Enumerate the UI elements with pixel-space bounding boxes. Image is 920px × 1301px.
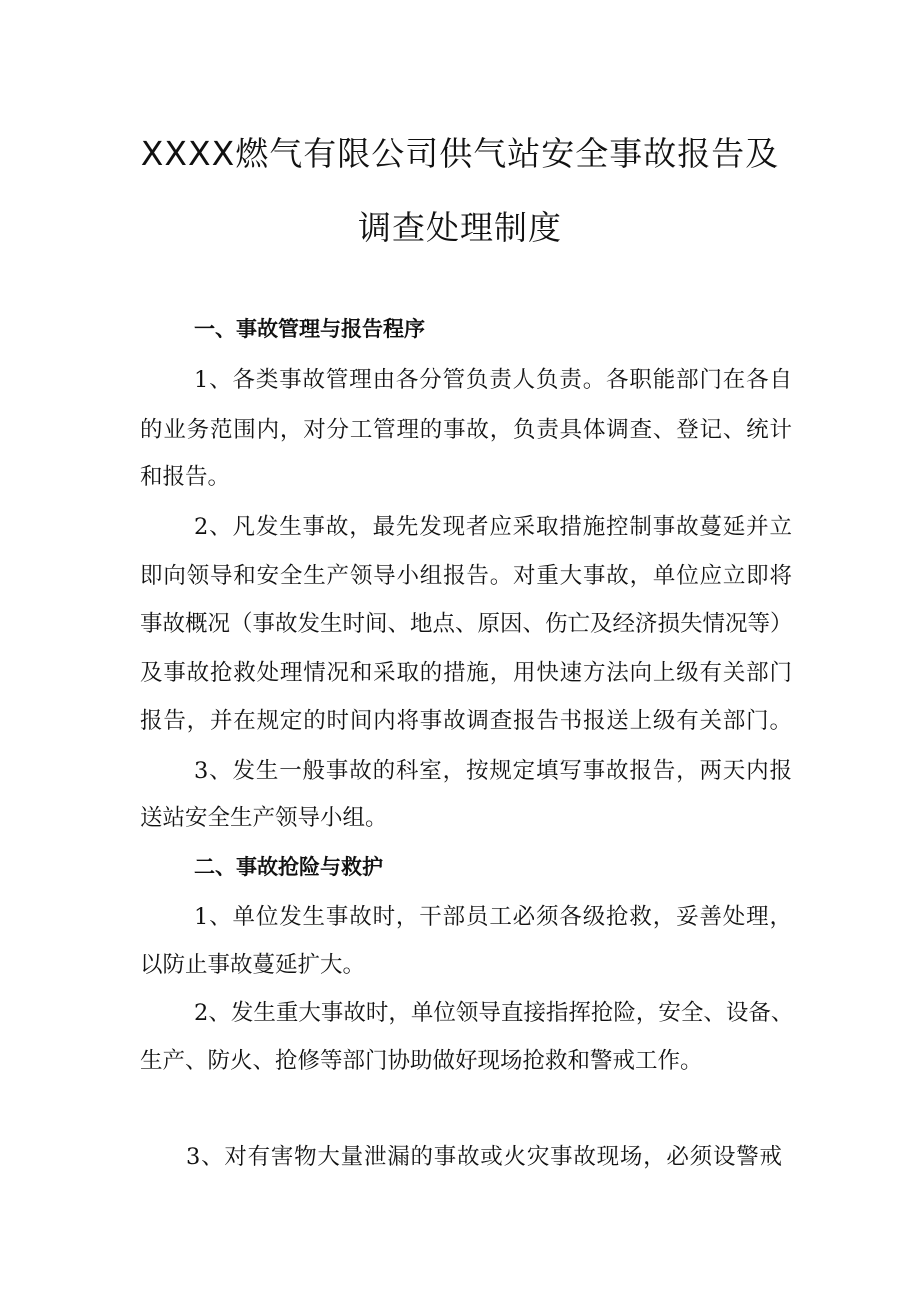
section-2-paragraph-3-line-1: 3、对有害物大量泄漏的事故或火灾事故现场，必须设警戒 <box>186 1144 782 1170</box>
section-2-paragraph-2-line-2: 生产、防火、抢修等部门协助做好现场抢救和警戒工作。 <box>140 1048 703 1074</box>
section-1-paragraph-1-line-1: 1、各类事故管理由各分管负责人负责。各职能部门在各自 <box>194 367 792 393</box>
section-1-paragraph-2-line-4: 及事故抢救处理情况和采取的措施，用快速方法向上级有关部门 <box>140 660 792 686</box>
section-1-paragraph-2-line-3: 事故概况（事故发生时间、地点、原因、伤亡及经济损失情况等） <box>140 611 793 637</box>
section-1-paragraph-2-line-2: 即向领导和安全生产领导小组报告。对重大事故，单位应立即将 <box>140 563 792 589</box>
section-1-paragraph-2-line-5: 报告，并在规定的时间内将事故调查报告书报送上级有关部门。 <box>140 708 792 734</box>
section-2-paragraph-2-line-1: 2、发生重大事故时，单位领导直接指挥抢险，安全、设备、 <box>194 1000 794 1026</box>
document-title-line-1: XXXX燃气有限公司供气站安全事故报告及 <box>140 134 780 173</box>
section-1-heading: 一、事故管理与报告程序 <box>194 317 425 341</box>
section-2-heading: 二、事故抢险与救护 <box>194 855 383 879</box>
section-1-paragraph-3-line-2: 送站安全生产领导小组。 <box>140 805 388 831</box>
document-title-line-2: 调查处理制度 <box>358 208 562 247</box>
section-1-paragraph-2-line-1: 2、凡发生事故，最先发现者应采取措施控制事故蔓延并立 <box>194 514 792 540</box>
section-1-paragraph-1-line-3: 和报告。 <box>140 464 231 490</box>
section-2-paragraph-1-line-2: 以防止事故蔓延扩大。 <box>140 952 366 978</box>
section-2-paragraph-1-line-1: 1、单位发生事故时，干部员工必须各级抢救，妥善处理， <box>194 904 792 930</box>
section-1-paragraph-1-line-2: 的业务范围内，对分工管理的事故，负责具体调查、登记、统计 <box>140 417 792 443</box>
section-1-paragraph-3-line-1: 3、发生一般事故的科室，按规定填写事故报告，两天内报 <box>194 758 792 784</box>
